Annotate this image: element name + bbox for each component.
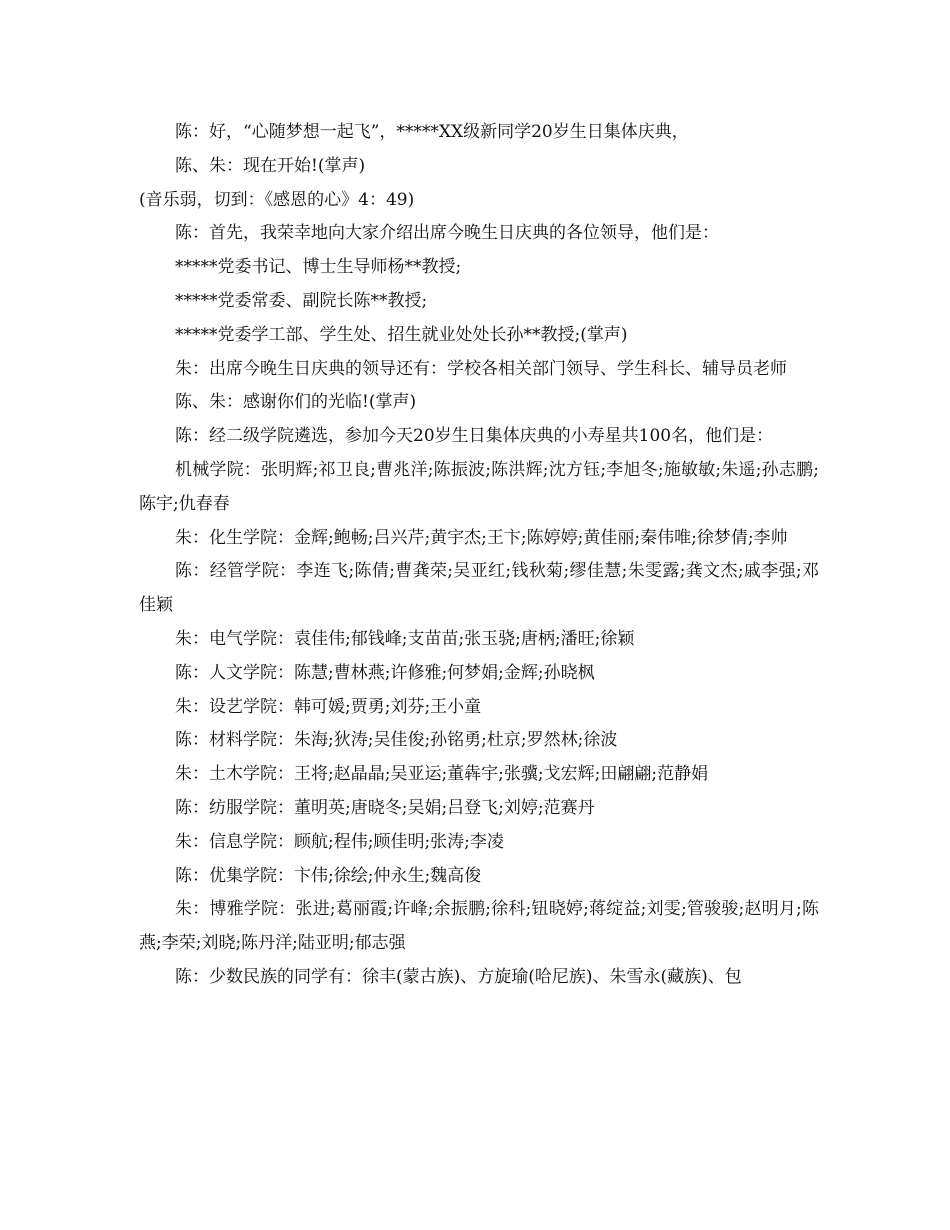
paragraph-22: 朱：博雅学院：张进;葛丽霞;许峰;余振鹏;徐科;钮晓婷;蒋绽益;刘雯;管骏骏;赵明月;陈燕;李荣;刘晓;陈丹洋;陆亚明;郁志强 <box>139 899 819 954</box>
paragraph-16: 朱：设艺学院：韩可媛;贾勇;刘芬;王小童 <box>175 696 482 717</box>
paragraph-5: *****党委书记、博士生导师杨**教授; <box>175 257 462 278</box>
paragraph-8: 朱：出席今晚生日庆典的领导还有：学校各相关部门领导、学生科长、辅导员老师 <box>175 358 787 379</box>
paragraph-21: 陈：优集学院：卞伟;徐绘;仲永生;魏高俊 <box>175 865 482 886</box>
paragraph-11: 机械学院：张明辉;祁卫良;曹兆洋;陈振波;陈洪辉;沈方钰;李旭冬;施敏敏;朱遥;孙志鹏;陈宇;仇春春 <box>139 459 819 514</box>
paragraph-12: 朱：化生学院：金辉;鲍畅;吕兴芹;黄宇杰;王卞;陈婷婷;黄佳丽;秦伟唯;徐梦倩;李帅 <box>175 527 788 548</box>
paragraph-15: 陈：人文学院：陈慧;曹林燕;许修雅;何梦娟;金辉;孙晓枫 <box>175 662 595 683</box>
paragraph-2: 陈、朱：现在开始!(掌声) <box>175 155 366 176</box>
paragraph-23: 陈：少数民族的同学有：徐丰(蒙古族)、方旋瑜(哈尼族)、朱雪永(藏族)、包 <box>175 966 742 987</box>
paragraph-10: 陈：经二级学院遴选，参加今天20岁生日集体庆典的小寿星共100名，他们是： <box>175 426 774 447</box>
paragraph-19: 陈：纺服学院：董明英;唐晓冬;吴娟;吕登飞;刘婷;范赛丹 <box>175 797 595 818</box>
document-body <box>139 116 819 995</box>
paragraph-18: 朱：土木学院：王将;赵晶晶;吴亚运;董犇宇;张骥;戈宏辉;田翩翩;范静娟 <box>175 764 709 785</box>
paragraph-14: 朱：电气学院：袁佳伟;郁钱峰;支苗苗;张玉骁;唐柄;潘旺;徐颖 <box>175 628 635 649</box>
paragraph-13: 陈：经管学院：李连飞;陈倩;曹龚荣;吴亚红;钱秋菊;缪佳慧;朱雯露;龚文杰;戚李强;邓佳颖 <box>139 561 819 616</box>
paragraph-9: 陈、朱：感谢你们的光临!(掌声) <box>175 392 417 413</box>
paragraph-4: 陈：首先，我荣幸地向大家介绍出席今晚生日庆典的各位领导，他们是： <box>175 223 719 244</box>
paragraph-3: (音乐弱，切到：《感恩的心》4：49) <box>139 189 415 210</box>
paragraph-7: *****党委学工部、学生处、招生就业处处长孙**教授;(掌声) <box>175 324 628 345</box>
paragraph-1: 陈：好，“心随梦想一起飞”，*****XX级新同学20岁生日集体庆典， <box>175 122 689 142</box>
paragraph-6: *****党委常委、副院长陈**教授; <box>175 290 428 311</box>
paragraph-20: 朱：信息学院：顾航;程伟;顾佳明;张涛;李凌 <box>175 831 504 852</box>
paragraph-17: 陈：材料学院：朱海;狄涛;吴佳俊;孙铭勇;杜京;罗然林;徐波 <box>175 730 618 751</box>
